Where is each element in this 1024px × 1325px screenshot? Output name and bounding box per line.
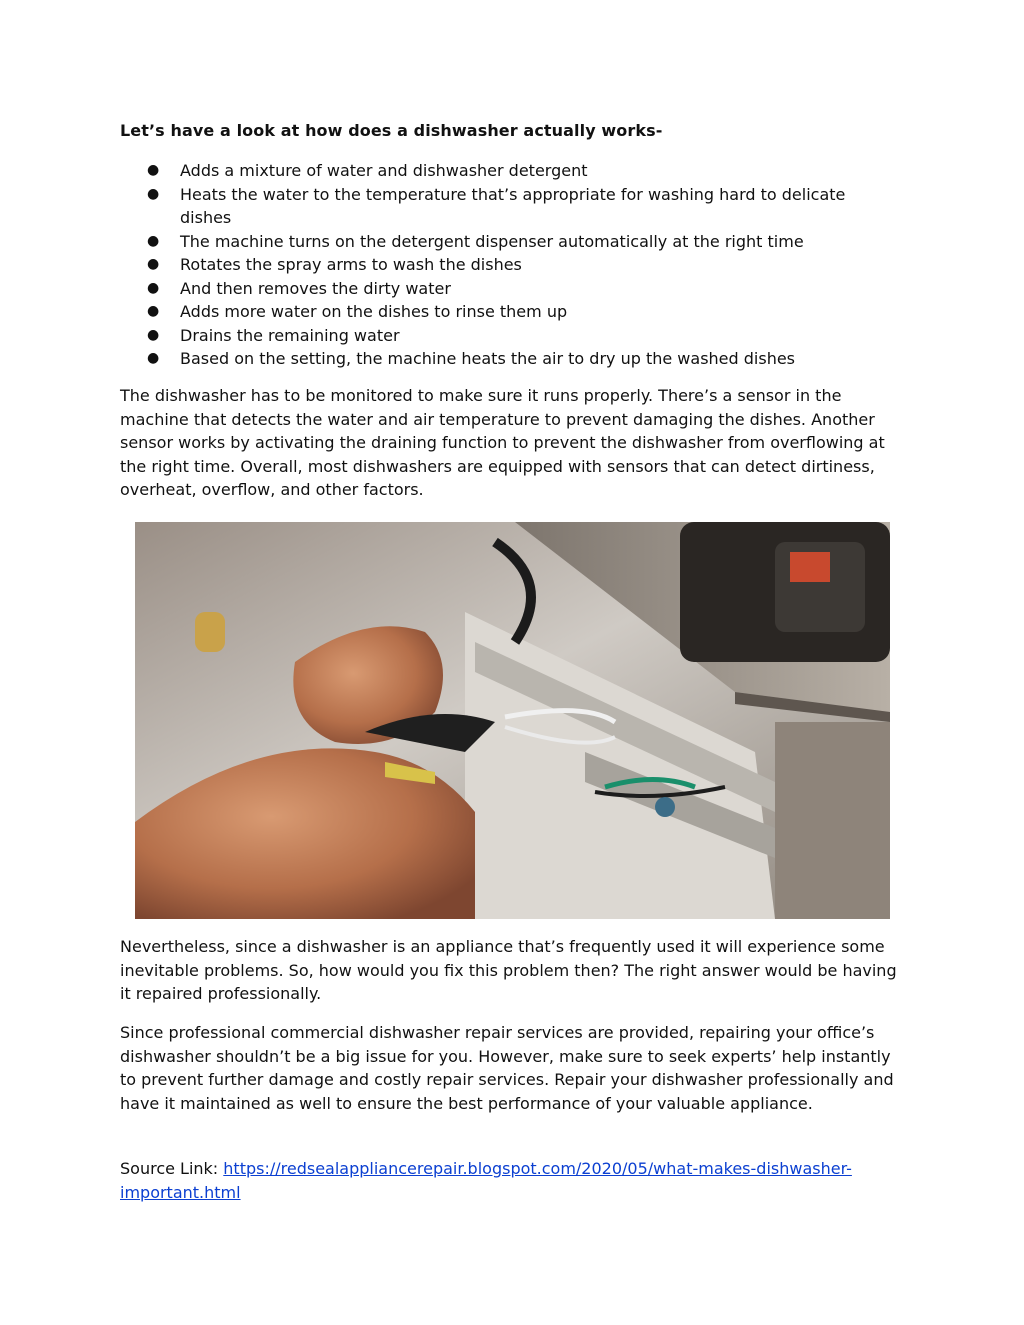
paragraph-repair-services: Since professional commercial dishwasher repair services are provided, repairing your office’s dishwasher shouldn’t be a big issue for you. However, make sure to seek experts’ help instantly to prevent further damage and costly repair services. Repair your dishwasher professionally and have it maintained as well to ensure the best performance of your valuable appliance. (120, 1023, 894, 1113)
list-item (120, 230, 900, 254)
section-heading: Let’s have a look at how does a dishwasher actually works- (120, 121, 663, 140)
list-item-text: The machine turns on the detergent dispenser automatically at the right time (180, 231, 804, 251)
source-link[interactable]: https://redsealappliancerepair.blogspot.com/2020/05/what-makes-dishwasher-important.html (120, 1159, 852, 1202)
bullet-icon: ● (147, 185, 160, 202)
bullet-icon: ● (147, 303, 160, 319)
source-label: Source Link: (120, 1159, 224, 1178)
list-item (120, 253, 900, 277)
bullet-icon: ● (147, 256, 160, 272)
bullet-icon: ● (147, 326, 160, 343)
list-item (120, 277, 900, 301)
list-item (120, 347, 900, 371)
list-item-text: And then removes the dirty water (180, 278, 451, 298)
list-item (120, 159, 900, 183)
paragraph-problems: Nevertheless, since a dishwasher is an appliance that’s frequently used it will experience some inevitable problems. So, how would you fix this problem then? The right answer would be having it repaired professionally. (120, 937, 897, 1003)
source-line (120, 1157, 910, 1204)
list-item (120, 300, 900, 324)
list-item-text: Heats the water to the temperature that’s appropriate for washing hard to delicate dishes (180, 184, 846, 227)
list-item-text: Adds a mixture of water and dishwasher detergent (180, 161, 588, 180)
paragraph-sensors: The dishwasher has to be monitored to make sure it runs properly. There’s a sensor in the machine that detects the water and air temperature to prevent damaging the dishes. Another sensor works by activating the draining function to prevent the dishwasher from overflowing at the right time. Overall, most dishwashers are equipped with sensors that can detect dirtiness, overheat, overflow, and other factors. (120, 386, 885, 499)
list-item (120, 183, 900, 230)
bullet-icon: ● (147, 162, 160, 178)
list-item-text: Adds more water on the dishes to rinse them up (180, 302, 568, 321)
bullet-icon: ● (147, 350, 160, 366)
dishwasher-repair-photo (135, 522, 890, 919)
bullet-icon: ● (147, 232, 160, 249)
list-item-text: Rotates the spray arms to wash the dishes (180, 255, 522, 274)
list-item-text: Drains the remaining water (180, 325, 400, 345)
bullet-icon: ● (147, 279, 160, 296)
steps-list (120, 159, 900, 371)
list-item (120, 324, 900, 348)
list-item-text: Based on the setting, the machine heats the air to dry up the washed dishes (180, 349, 796, 368)
